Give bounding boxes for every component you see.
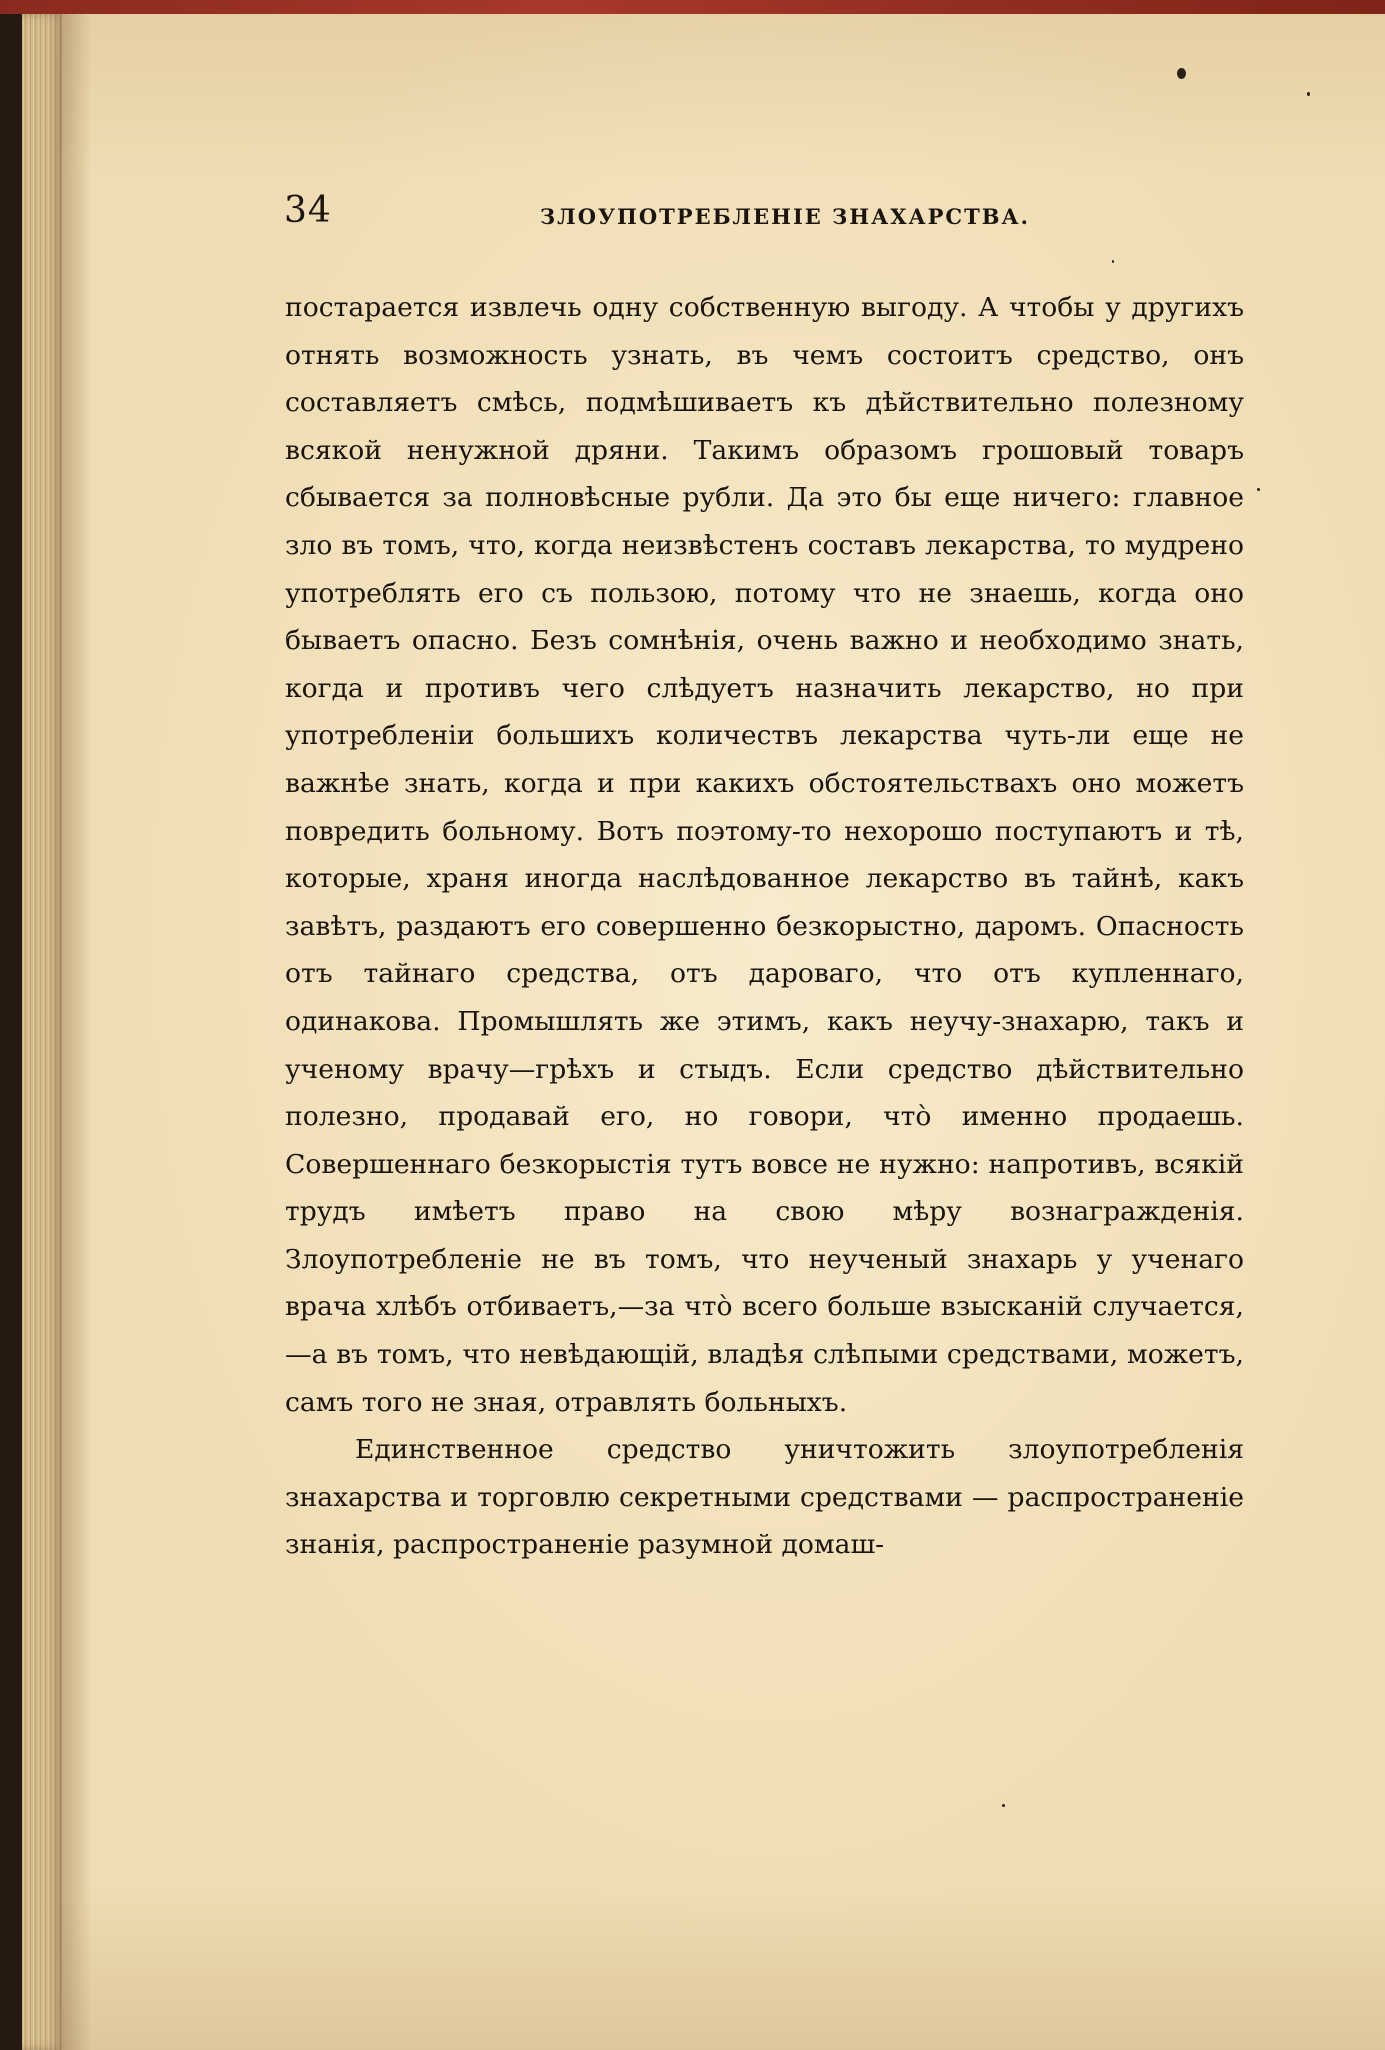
book-page [22, 14, 1385, 2050]
paragraph: Единственное средство уничтожить злоупотребленія знахарства и торговлю секретными средствами — распространеніе знанія, распространеніе разумной домаш- [285, 1434, 1244, 1561]
page-stack-edge [22, 14, 62, 2050]
page-number: 34 [284, 190, 332, 231]
binding-gutter [62, 14, 92, 2050]
body-text [285, 284, 1244, 1569]
page-header [262, 190, 1252, 250]
paragraph: постарается извлечь одну собственную выгоду. А чтобы у другихъ отнять возможность узнать, въ чемъ состоитъ средство, онъ составляетъ смѣсь, подмѣшиваетъ къ дѣйствительно полезному всякой ненужной дряни. Такимъ образомъ грошовый товаръ сбывается за полновѣсные рубли. Да это бы еще ничего: главное зло въ томъ, что, когда неизвѣстенъ составъ лекарства, то мудрено употреблять его съ пользою, потому что не знаешь, когда оно бываетъ опасно. Безъ сомнѣнія, очень важно и необходимо знать, когда и противъ чего слѣдуетъ назначить лекарство, но при употребленіи большихъ количествъ лекарства чуть-ли еще не важнѣе знать, когда и при какихъ обстоятельствахъ оно можетъ повредить больному. Вотъ поэтому-то нехорошо поступаютъ и тѣ, которые, храня иногда наслѣдованное лекарство въ тайнѣ, какъ завѣтъ, раздаютъ его совершенно безкорыстно, даромъ. Опасность отъ тайнаго средства, отъ дароваго, что отъ купленнаго, одинакова. Промышлять же этимъ, какъ неучу-знахарю, такъ и ученому врачу—грѣхъ и стыдъ. Если средство дѣйствительно полезно, продавай его, но говори, что̀ именно продаешь. Совершеннаго безкорыстія тутъ вовсе не нужно: напротивъ, всякій трудъ имѣетъ право на свою мѣру вознагражденія. Злоупотребленіе не въ томъ, что неученый знахарь у ученаго врача хлѣбъ отбиваетъ,—за что̀ всего больше взысканій случается,—а въ томъ, что невѣдающій, владѣя слѣпыми средствами, можетъ, самъ того не зная, отравлять больныхъ. [285, 292, 1244, 1418]
ink-speck [1002, 1804, 1005, 1807]
book-edge-top [0, 0, 1385, 14]
ink-speck [1257, 488, 1260, 491]
ink-speck [1177, 68, 1186, 79]
ink-speck [1112, 260, 1114, 263]
ink-speck [1307, 92, 1310, 96]
running-title: ЗЛОУПОТРЕБЛЕНІЕ ЗНАХАРСТВА. [540, 204, 1030, 229]
